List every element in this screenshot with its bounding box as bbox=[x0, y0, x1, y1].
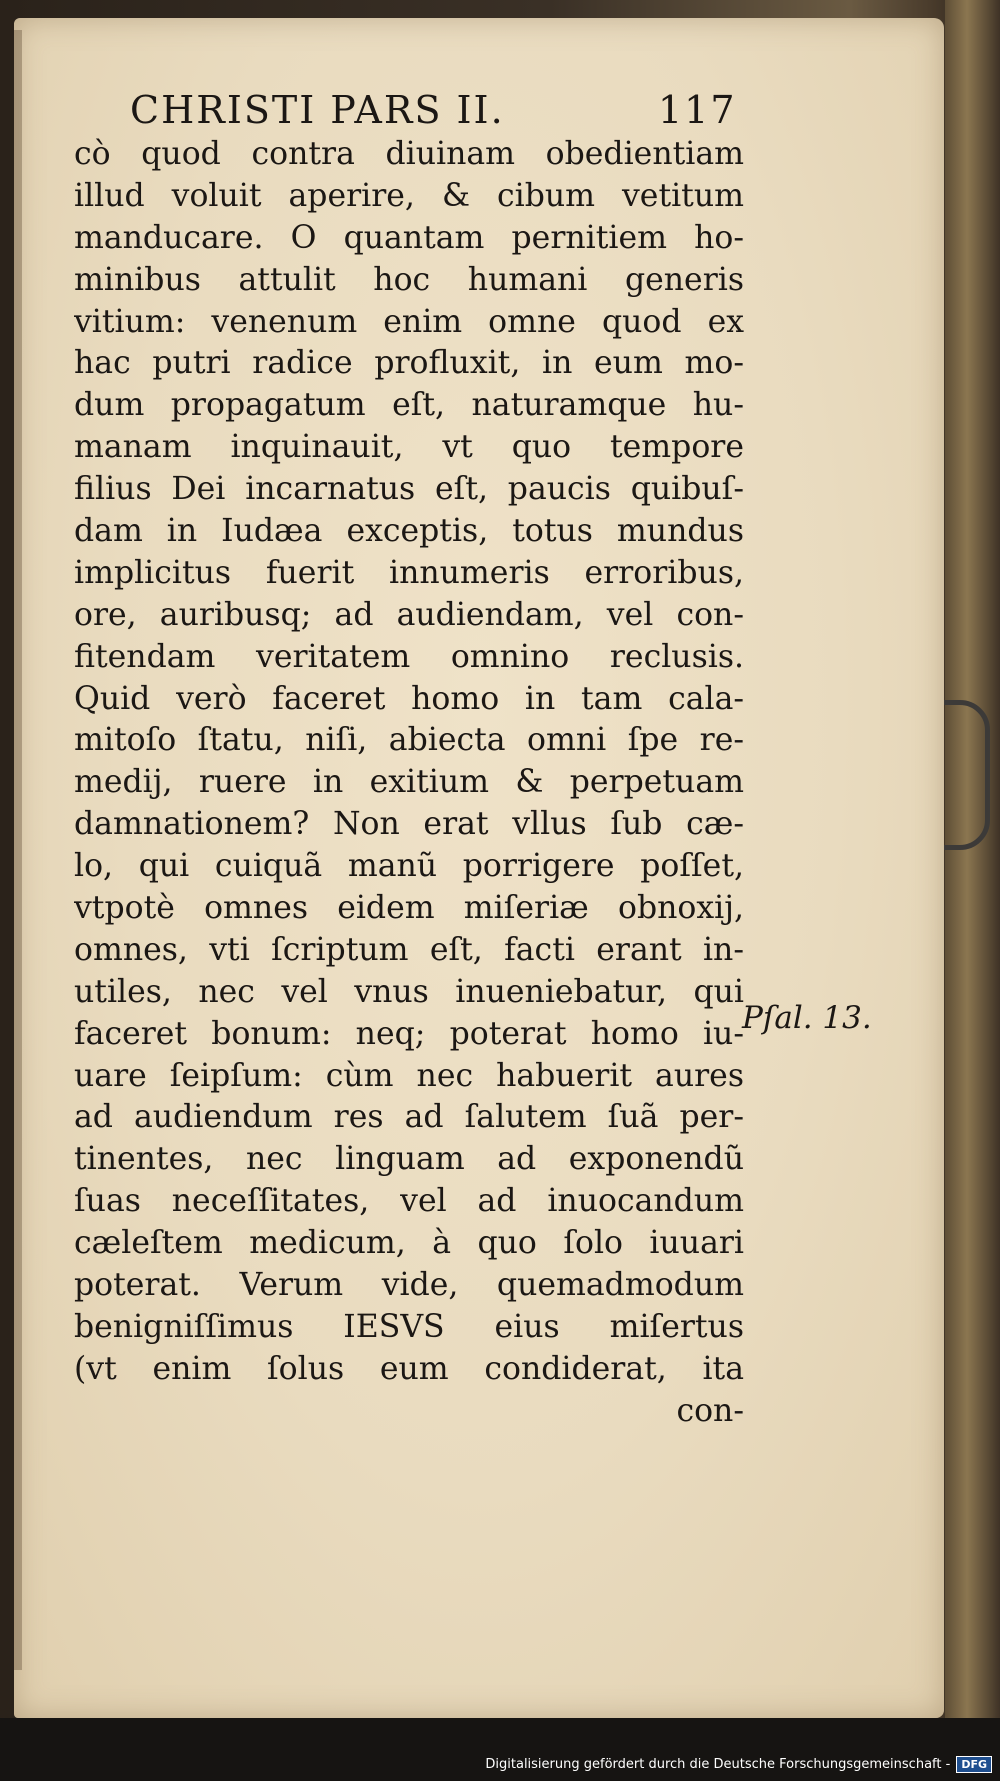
page-number: 117 bbox=[658, 88, 737, 132]
text-line: tinentes, nec linguam ad exponendũ bbox=[74, 1141, 744, 1178]
text-line: ad audiendum res ad ſalutem ſuã per- bbox=[74, 1099, 744, 1136]
text-line: damnationem? Non erat vllus ſub cæ- bbox=[74, 806, 744, 843]
text-line: vtpotè omnes eidem miſeriæ obnoxij, bbox=[74, 890, 744, 927]
body-text bbox=[74, 134, 754, 1433]
text-line: illud voluit aperire, & cibum vetitum bbox=[74, 177, 744, 214]
footer-credit: Digitalisierung gefördert durch die Deutsche Forschungsgemeinschaft - bbox=[485, 1756, 951, 1772]
text-line: manam inquinauit, vt quo tempore bbox=[74, 429, 744, 466]
running-head bbox=[130, 88, 737, 138]
text-line: benigniſſimus IESVS eius miſertus bbox=[74, 1308, 744, 1345]
text-line: ore, auribusq; ad audiendam, vel con- bbox=[74, 596, 744, 633]
text-line: omnes, vti ſcriptum eſt, facti erant in- bbox=[74, 931, 744, 968]
text-line: con- bbox=[676, 1392, 744, 1429]
text-line: uare ſeipſum: cùm nec habuerit aures bbox=[74, 1057, 744, 1094]
text-line: cò quod contra diuinam obedientiam bbox=[74, 136, 744, 172]
text-line: dam in Iudæa exceptis, totus mundus bbox=[74, 513, 744, 550]
text-line: poterat. Verum vide, quemadmodum bbox=[74, 1267, 744, 1304]
text-line: fitendam veritatem omnino reclusis. bbox=[74, 638, 744, 675]
digitization-footer bbox=[485, 1753, 992, 1775]
running-title: CHRISTI PARS II. bbox=[130, 88, 505, 132]
text-line: hac putri radice profluxit, in eum mo- bbox=[74, 345, 744, 382]
dfg-logo: DFG bbox=[956, 1756, 992, 1773]
text-line: utiles, nec vel vnus inueniebatur, qui bbox=[74, 973, 744, 1010]
text-line: manducare. O quantam pernitiem ho- bbox=[74, 219, 744, 256]
text-line: cæleſtem medicum, à quo ſolo iuuari bbox=[74, 1225, 744, 1262]
text-line: mitoſo ſtatu, niſi, abiecta omni ſpe re- bbox=[74, 722, 744, 759]
text-line: (vt enim ſolus eum condiderat, ita bbox=[74, 1350, 744, 1387]
marginal-note: Pſal. 13. bbox=[742, 1000, 872, 1036]
text-line: implicitus fuerit innumeris erroribus, bbox=[74, 554, 744, 591]
text-line: vitium: venenum enim omne quod ex bbox=[74, 303, 744, 340]
text-line: faceret bonum: neq; poterat homo iu- bbox=[74, 1015, 744, 1052]
text-line: ſuas neceſſitates, vel ad inuocandum bbox=[74, 1183, 744, 1220]
text-line: lo, qui cuiquã manũ porrigere poſſet, bbox=[74, 848, 744, 885]
text-line: minibus attulit hoc humani generis bbox=[74, 261, 744, 298]
text-line: dum propagatum eſt, naturamque hu- bbox=[74, 387, 744, 424]
text-line: filius Dei incarnatus eſt, paucis quibuſ- bbox=[74, 471, 744, 508]
text-line: Quid verò faceret homo in tam cala- bbox=[74, 680, 744, 717]
page-gutter bbox=[14, 30, 22, 1670]
book-fore-edge bbox=[945, 0, 1000, 1781]
text-line: medij, ruere in exitium & perpetuam bbox=[74, 764, 744, 801]
